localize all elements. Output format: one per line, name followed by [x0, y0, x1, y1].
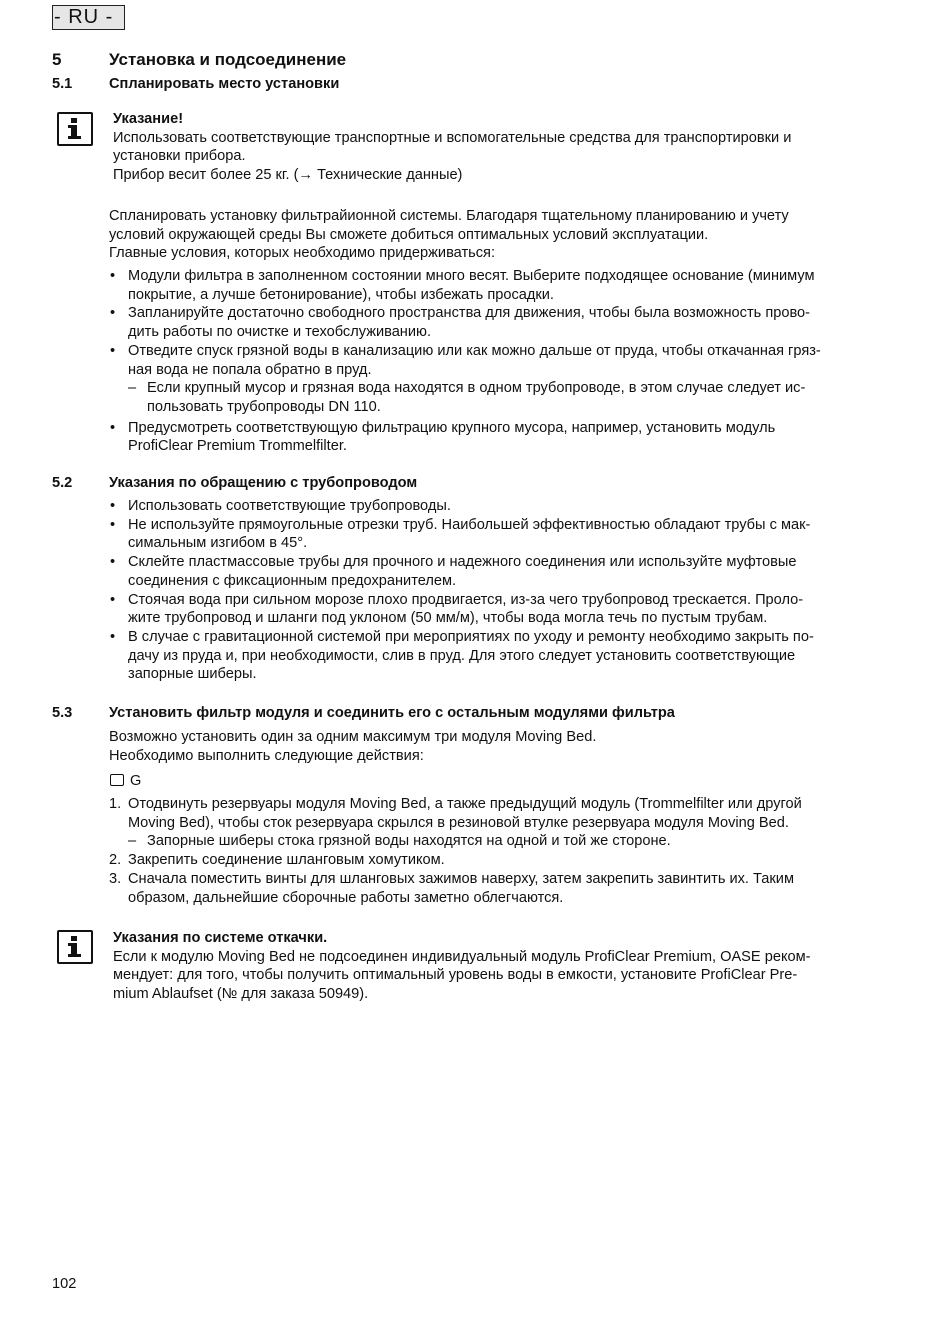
text-line: • Использовать соответствующие трубопроводы.	[128, 498, 451, 514]
note-block	[113, 929, 893, 1004]
info-icon	[57, 112, 93, 146]
text-line: • Отведите спуск грязной воды в канализацию или как можно дальше от пруда, чтобы откачанная гряз-	[128, 342, 821, 359]
text-line: дить работы по очистке и техобслуживанию.	[128, 324, 432, 341]
text-line: • Предусмотреть соответствующую фильтрацию крупного мусора, например, установить модуль	[128, 419, 776, 436]
checkbox-label: G	[130, 773, 142, 789]
note-block	[113, 110, 893, 185]
sub-list	[128, 832, 899, 851]
subsection-title: Указания по обращению с трубопроводом	[109, 475, 418, 491]
bullet-list	[109, 267, 899, 456]
list-item	[109, 851, 899, 870]
text-line: ная вода не попала обратно в пруд.	[128, 361, 372, 378]
text-line: • Не используйте прямоугольные отрезки труб. Наибольшей эффективностью обладают трубы с мак-	[128, 516, 811, 533]
subsection-number: 5.3	[52, 705, 73, 721]
list-item	[109, 795, 899, 851]
text-line: ProfiClear Premium Trommelfilter.	[128, 438, 347, 455]
list-item	[109, 267, 899, 304]
list-item	[109, 870, 899, 907]
note-title: Указание!	[113, 111, 184, 127]
note-line: Если к модулю Moving Bed не подсоединен индивидуальный модуль ProfiClear Premium, OASE реком-	[113, 948, 811, 965]
list-item	[109, 419, 899, 456]
text-line: Сначала поместить винты для шланговых зажимов наверху, затем закрепить завинтить их. Таким	[128, 870, 794, 887]
intro-paragraph	[109, 207, 889, 263]
text-line: образом, дальнейшие сборочные работы заметно облегчаются.	[128, 889, 564, 906]
text-line: Возможно установить один за одним максимум три модуля Moving Bed.	[109, 729, 597, 745]
checkbox-icon	[110, 774, 124, 786]
list-item	[109, 628, 899, 684]
language-tag: - RU -	[52, 5, 125, 30]
text-line: • В случае с гравитационной системой при мероприятиях по уходу и ремонту необходимо закрыть по-	[128, 628, 814, 645]
text-line: покрытие, а лучше бетонирование), чтобы избежать просадки.	[128, 286, 554, 303]
text-line: Moving Bed), чтобы сток резервуара скрылся в резиновой втулке резервуара модуля Moving Bed.	[128, 814, 789, 831]
step-number: 1.	[109, 796, 122, 812]
text-line: симальным изгибом в 45°.	[128, 535, 308, 552]
text-line: • Склейте пластмассовые трубы для прочного и надежного соединения или используйте муфтовые	[128, 554, 797, 571]
text-line: пользовать трубопроводы DN 110.	[147, 398, 381, 415]
text-line: дачу из пруда и, при необходимости, слив в пруд. Для этого следует установить соответствующие	[128, 647, 796, 664]
text-line: • Запланируйте достаточно свободного пространства для движения, чтобы была возможность прово-	[128, 305, 811, 322]
subsection-title: Спланировать место установки	[109, 76, 340, 92]
step-number: 3.	[109, 870, 122, 887]
text-line: Необходимо выполнить следующие действия:	[109, 747, 424, 764]
subsection-number: 5.1	[52, 76, 73, 92]
text-line: Спланировать установку фильтрайионной системы. Благодаря тщательному планированию и учету	[109, 208, 789, 224]
step-number: 2.	[109, 852, 122, 869]
text-line: Закрепить соединение шланговым хомутиком.	[128, 852, 445, 869]
subsection-number: 5.2	[52, 475, 73, 491]
note-line: mium Ablaufset (№ для заказа 50949).	[113, 986, 369, 1003]
section-title: Установка и подсоединение	[109, 50, 347, 69]
text-line: запорные шиберы.	[128, 666, 257, 683]
text-line: – Запорные шиберы стока грязной воды находятся на одной и той же стороне.	[147, 833, 671, 850]
text-line: • Стоячая вода при сильном морозе плохо продвигается, из-за чего трубопровод трескается. Проло-	[128, 591, 804, 608]
text-line: условий окружающей среды Вы сможете добиться оптимальных условий эксплуатации.	[109, 226, 709, 243]
note-line: Прибор весит более 25 кг. (→ Технические данные)	[113, 167, 463, 184]
note-title: Указания по системе откачки.	[113, 930, 328, 946]
list-item	[109, 304, 899, 341]
sub-list-item	[128, 832, 899, 851]
text-line: Отодвинуть резервуары модуля Moving Bed, а также предыдущий модуль (Trommelfilter или другой	[128, 796, 802, 812]
info-icon	[57, 930, 93, 964]
list-item	[109, 553, 899, 590]
list-item	[109, 497, 899, 516]
text-line: • Модули фильтра в заполненном состоянии много весят. Выберите подходящее основание (минимум	[128, 268, 815, 284]
section-number: 5	[52, 50, 62, 69]
note-line: Использовать соответствующие транспортные и вспомогательные средства для транспортировки и	[113, 129, 792, 146]
sub-list	[128, 379, 899, 416]
note-line: мендует: для того, чтобы получить оптимальный уровень воды в емкости, установите ProfiClear Pre-	[113, 967, 798, 984]
text-line: – Если крупный мусор и грязная вода находятся в одном трубопроводе, в этом случае следует ис-	[147, 380, 806, 397]
subsection-title: Установить фильтр модуля и соединить его с остальным модулями фильтра	[109, 705, 675, 721]
list-item	[109, 516, 899, 553]
sub-list-item	[128, 379, 899, 416]
intro-paragraph	[109, 728, 889, 765]
text-line: Главные условия, которых необходимо придерживаться:	[109, 245, 495, 262]
text-line: жите трубопровод и шланги под уклоном (50 мм/м), чтобы вода могла течь по пустым трубам.	[128, 610, 768, 627]
list-item	[109, 342, 899, 417]
page-number: 102	[52, 1276, 77, 1292]
step-list	[109, 795, 899, 907]
list-item	[109, 591, 899, 628]
note-line: установки прибора.	[113, 148, 246, 165]
checkbox-row	[110, 772, 141, 791]
bullet-list	[109, 497, 899, 684]
text-line: соединения с фиксационным предохранителем.	[128, 572, 457, 589]
